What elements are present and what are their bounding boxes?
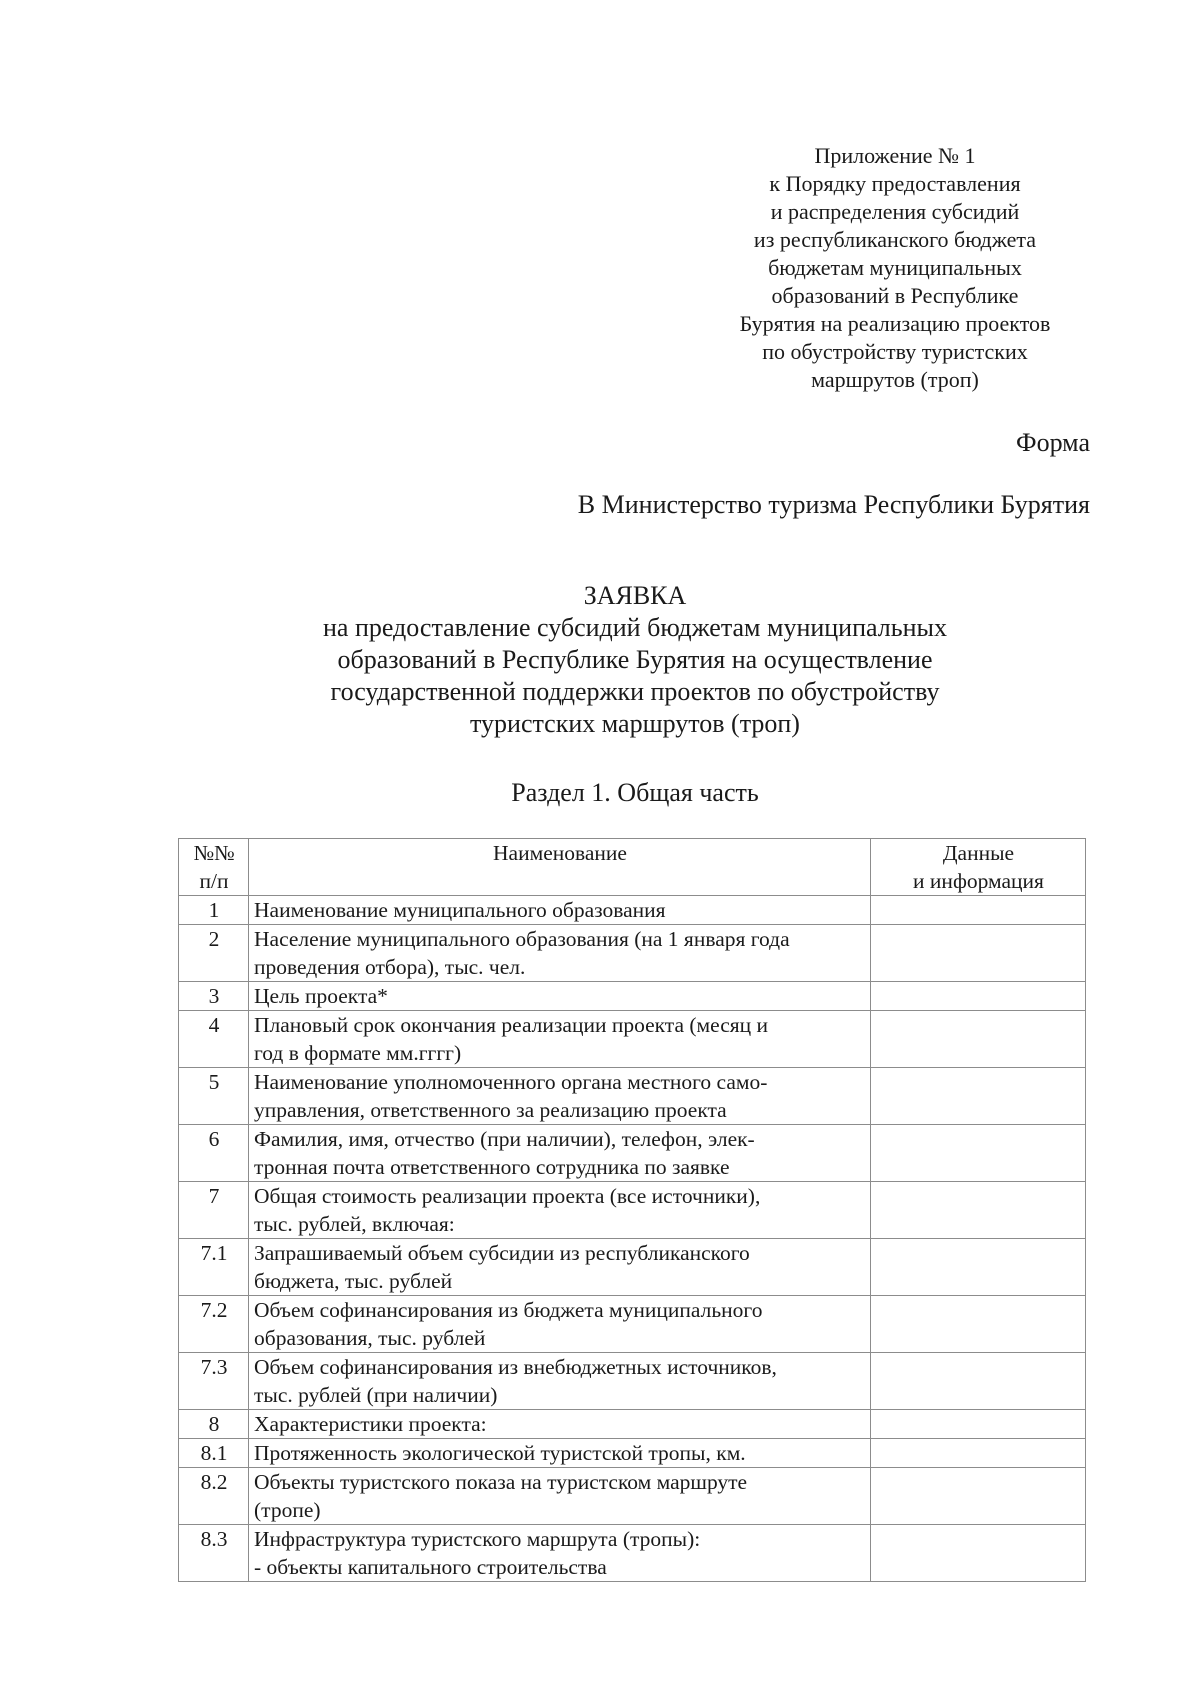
row-name-line: Объем софинансирования из бюджета муниципального xyxy=(254,1298,763,1322)
row-name-line: - объекты капитального строительства xyxy=(254,1555,607,1579)
row-data-cell[interactable] xyxy=(871,896,1086,925)
header-number xyxy=(179,839,249,896)
header-data-line: Данные xyxy=(942,841,1015,865)
table-row xyxy=(179,1125,1086,1182)
form-label: Форма xyxy=(1016,428,1090,457)
row-name-line: Объекты туристского показа на туристском маршруте xyxy=(254,1470,748,1494)
row-name-line: Фамилия, имя, отчество (при наличии), телефон, элек- xyxy=(254,1127,755,1151)
title-heading: ЗАЯВКА xyxy=(583,581,687,610)
row-number: 8 xyxy=(179,1410,249,1439)
row-name xyxy=(249,925,871,982)
row-name-line: (тропе) xyxy=(254,1498,321,1522)
table-row xyxy=(179,982,1086,1011)
row-number: 7.2 xyxy=(179,1296,249,1353)
row-data-cell[interactable] xyxy=(871,1125,1086,1182)
row-name xyxy=(249,1296,871,1353)
row-number: 7.1 xyxy=(179,1239,249,1296)
table-row xyxy=(179,1182,1086,1239)
appendix-line: маршрутов (троп) xyxy=(811,367,979,392)
row-name-line: Наименование уполномоченного органа местного само- xyxy=(254,1070,768,1094)
row-name-line: Общая стоимость реализации проекта (все источники), xyxy=(254,1184,761,1208)
title-line: государственной поддержки проектов по обустройству xyxy=(330,677,940,706)
row-name xyxy=(249,1068,871,1125)
appendix-line: и распределения субсидий xyxy=(770,199,1020,224)
row-data-cell[interactable] xyxy=(871,1353,1086,1410)
row-name-line: тронная почта ответственного сотрудника по заявке xyxy=(254,1155,730,1179)
header-number-line: №№ xyxy=(193,841,235,865)
table-row xyxy=(179,925,1086,982)
row-name-line: Характеристики проекта: xyxy=(254,1412,487,1436)
table-row xyxy=(179,896,1086,925)
row-name-line: Плановый срок окончания реализации проекта (месяц и xyxy=(254,1013,769,1037)
title-line: туристских маршрутов (троп) xyxy=(470,709,800,738)
row-data-cell[interactable] xyxy=(871,982,1086,1011)
table-row xyxy=(179,1353,1086,1410)
row-number: 3 xyxy=(179,982,249,1011)
row-name-line: Цель проекта* xyxy=(254,984,388,1008)
row-name-line: Протяженность экологической туристской тропы, км. xyxy=(254,1441,746,1465)
appendix-line: Приложение № 1 xyxy=(814,143,976,168)
row-data-cell[interactable] xyxy=(871,925,1086,982)
row-data-cell[interactable] xyxy=(871,1410,1086,1439)
appendix-line: по обустройству туристских xyxy=(762,339,1028,364)
row-data-cell[interactable] xyxy=(871,1525,1086,1582)
row-name xyxy=(249,896,871,925)
row-name xyxy=(249,1410,871,1439)
row-name-line: Наименование муниципального образования xyxy=(254,898,666,922)
application-table xyxy=(178,838,1086,1582)
table-row xyxy=(179,1525,1086,1582)
row-name-line: Население муниципального образования (на 1 января года xyxy=(254,927,790,951)
addressee: В Министерство туризма Республики Бурятия xyxy=(577,490,1090,519)
appendix-block xyxy=(700,142,1090,394)
table-row xyxy=(179,1296,1086,1353)
row-name xyxy=(249,1182,871,1239)
row-name-line: тыс. рублей, включая: xyxy=(254,1212,455,1236)
row-data-cell[interactable] xyxy=(871,1468,1086,1525)
row-name-line: управления, ответственного за реализацию проекта xyxy=(254,1098,727,1122)
row-data-cell[interactable] xyxy=(871,1296,1086,1353)
row-number: 8.2 xyxy=(179,1468,249,1525)
row-number: 5 xyxy=(179,1068,249,1125)
row-data-cell[interactable] xyxy=(871,1439,1086,1468)
appendix-line: Бурятия на реализацию проектов xyxy=(739,311,1051,336)
row-name-line: проведения отбора), тыс. чел. xyxy=(254,955,526,979)
document-title xyxy=(180,580,1090,740)
row-number: 8.3 xyxy=(179,1525,249,1582)
row-name xyxy=(249,1011,871,1068)
title-line: на предоставление субсидий бюджетам муниципальных xyxy=(322,613,947,642)
table-row xyxy=(179,1410,1086,1439)
table-row xyxy=(179,1468,1086,1525)
appendix-line: образований в Республике xyxy=(771,283,1019,308)
title-line: образований в Республике Бурятия на осуществление xyxy=(337,645,933,674)
table-row xyxy=(179,1239,1086,1296)
table-body xyxy=(179,896,1086,1582)
row-number: 7 xyxy=(179,1182,249,1239)
appendix-line: к Порядку предоставления xyxy=(769,171,1021,196)
row-name-line: Инфраструктура туристского маршрута (тропы): xyxy=(254,1527,701,1551)
row-data-cell[interactable] xyxy=(871,1182,1086,1239)
row-name xyxy=(249,1525,871,1582)
header-data-line: и информация xyxy=(913,869,1044,893)
row-number: 8.1 xyxy=(179,1439,249,1468)
section-title: Раздел 1. Общая часть xyxy=(511,778,759,807)
row-number: 4 xyxy=(179,1011,249,1068)
table-row xyxy=(179,1068,1086,1125)
row-number: 6 xyxy=(179,1125,249,1182)
table-header-row xyxy=(179,839,1086,896)
row-name xyxy=(249,982,871,1011)
row-name-line: образования, тыс. рублей xyxy=(254,1326,486,1350)
row-name-line: бюджета, тыс. рублей xyxy=(254,1269,453,1293)
row-number: 7.3 xyxy=(179,1353,249,1410)
row-data-cell[interactable] xyxy=(871,1068,1086,1125)
row-name-line: Запрашиваемый объем субсидии из республиканского xyxy=(254,1241,750,1265)
row-name-line: Объем софинансирования из внебюджетных источников, xyxy=(254,1355,777,1379)
row-name-line: тыс. рублей (при наличии) xyxy=(254,1383,498,1407)
row-name xyxy=(249,1125,871,1182)
table-row xyxy=(179,1011,1086,1068)
appendix-line: бюджетам муниципальных xyxy=(768,255,1022,280)
header-data xyxy=(871,839,1086,896)
row-number: 2 xyxy=(179,925,249,982)
row-name xyxy=(249,1439,871,1468)
row-data-cell[interactable] xyxy=(871,1239,1086,1296)
header-name: Наименование xyxy=(249,839,871,896)
appendix-line: из республиканского бюджета xyxy=(753,227,1037,252)
row-name-line: год в формате мм.гггг) xyxy=(254,1041,462,1065)
row-name xyxy=(249,1353,871,1410)
row-data-cell[interactable] xyxy=(871,1011,1086,1068)
header-number-line: п/п xyxy=(199,869,229,893)
table-row xyxy=(179,1439,1086,1468)
row-name xyxy=(249,1468,871,1525)
row-number: 1 xyxy=(179,896,249,925)
row-name xyxy=(249,1239,871,1296)
